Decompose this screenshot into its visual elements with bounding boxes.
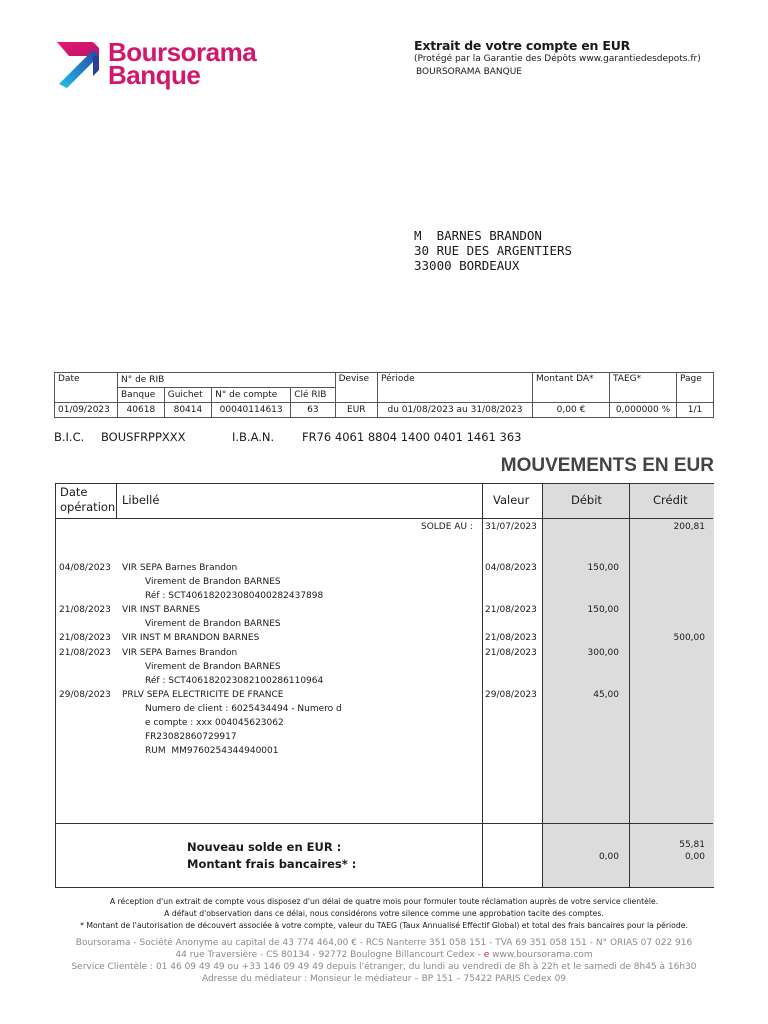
footer-company2a: 44 rue Traversière - CS 80134 - 92772 Boulogne Billancourt Cedex - (175, 950, 484, 960)
rib-header-periode: Période (378, 373, 533, 403)
iban-label: I.B.A.N. (232, 430, 275, 444)
solde-credit: 200,81 (673, 522, 705, 532)
rib-header-montant-da: Montant DA* (533, 373, 610, 403)
movement-valeur: 04/08/2023 (485, 563, 537, 573)
iban-value: FR76 4061 8804 1400 0401 1461 363 (302, 430, 522, 444)
movement-label: RUM MM9760254344940001 (145, 746, 279, 756)
nouveau-solde-credit: 55,81 (679, 840, 705, 850)
header-valeur: Valeur (493, 493, 530, 507)
movement-valeur: 21/08/2023 (485, 648, 537, 658)
statement-title: Extrait de votre compte en EUR (414, 38, 631, 53)
credit-column-bg (629, 484, 714, 887)
movement-label: FR23082860729917 (145, 732, 237, 742)
movement-debit: 150,00 (587, 563, 619, 573)
rib-table (54, 372, 714, 418)
nouveau-solde-label: Nouveau solde en EUR : (187, 840, 342, 854)
rib-header-compte: N° de compte (212, 388, 291, 403)
movement-label: Virement de Brandon BARNES (145, 577, 281, 587)
movement-debit: 300,00 (587, 648, 619, 658)
frais-label: Montant frais bancaires* : (187, 857, 357, 871)
bic-value: BOUSFRPPXXX (101, 430, 186, 444)
movement-credit: 500,00 (673, 633, 705, 643)
header-libelle: Libellé (122, 493, 160, 507)
rib-value-guichet: 80414 (164, 403, 211, 418)
solde-label: SOLDE AU : (421, 522, 473, 532)
movement-label: VIR INST BARNES (122, 605, 201, 615)
boursorama-logo-icon (53, 40, 101, 88)
rib-value-montant-da: 0,00 € (533, 403, 610, 418)
header-debit: Débit (571, 493, 602, 507)
footer-line3: * Montant de l'autorisation de découvert associée à votre compte, valeur du TAEG (Taux Annualisé Effectif Global) et total des frais bancaires pour la période. (80, 921, 688, 930)
rib-value-compte: 00040114613 (212, 403, 291, 418)
movement-valeur: 21/08/2023 (485, 633, 537, 643)
movement-label: Virement de Brandon BARNES (145, 662, 281, 672)
movement-valeur: 21/08/2023 (485, 605, 537, 615)
bic-label: B.I.C. (54, 430, 85, 444)
footer-company2 (0, 950, 768, 960)
movement-label: VIR INST M BRANDON BARNES (122, 633, 260, 643)
statement-subtitle: (Protégé par la Garantie des Dépôts www.garantiedesdepots.fr) (414, 54, 701, 64)
rib-value-banque: 40618 (118, 403, 165, 418)
movement-label: Numero de client : 6025434494 - Numero d (145, 704, 342, 714)
movement-date: 21/08/2023 (59, 605, 111, 615)
movement-label: Réf : SCT4061820230804002824378​98 (145, 591, 324, 601)
movement-date: 21/08/2023 (59, 633, 111, 643)
movement-label: e compte : xxx 004045623062 (145, 718, 284, 728)
rib-value-periode: du 01/08/2023 au 31/08/2023 (378, 403, 533, 418)
rib-header-date: Date (55, 373, 118, 403)
rib-header-page: Page (677, 373, 714, 403)
movements-title: MOUVEMENTS EN EUR (500, 455, 714, 476)
rib-header-devise: Devise (335, 373, 377, 403)
header-credit: Crédit (653, 493, 688, 507)
rib-header-rib: N° de RIB (118, 373, 336, 388)
movement-date: 29/08/2023 (59, 690, 111, 700)
frais-credit: 0,00 (684, 852, 705, 862)
rib-value-taeg: 0,000000 % (610, 403, 677, 418)
bank-name-line2: Banque (108, 60, 201, 90)
header-date-line1: Date (60, 485, 88, 499)
rib-value-devise: EUR (335, 403, 377, 418)
movement-debit: 150,00 (587, 605, 619, 615)
solde-date: 31/07/2023 (485, 522, 537, 532)
movement-valeur: 29/08/2023 (485, 690, 537, 700)
footer-line1: A réception d'un extrait de compte vous disposez d'un délai de quatre mois pour formuler toute réclamation auprès de votre service clientèle. (109, 897, 659, 906)
debit-column-bg (542, 484, 629, 887)
recipient-line3: 33000 BORDEAUX (414, 258, 520, 273)
footer-company2c: www.boursorama.com (489, 950, 593, 960)
rib-value-date: 01/09/2023 (55, 403, 118, 418)
rib-header-guichet: Guichet (164, 388, 211, 403)
movement-debit: 45,00 (593, 690, 619, 700)
rib-header-cle: Clé RIB (291, 388, 335, 403)
bank-logo (53, 40, 103, 88)
recipient-address (414, 228, 572, 273)
footer-line2: A défaut d'observation dans ce délai, nous considérons votre silence comme une approbation tacite des comptes. (164, 909, 604, 918)
rib-header-taeg: TAEG* (610, 373, 677, 403)
movement-label: VIR SEPA Barnes Brandon (122, 648, 238, 658)
footer-company4: Adresse du médiateur : Monsieur le médiateur – BP 151 – 75422 PARIS Cedex 09 (201, 974, 567, 984)
statement-bank-name: BOURSORAMA BANQUE (416, 67, 522, 77)
frais-debit: 0,00 (598, 852, 619, 862)
rib-value-cle: 63 (291, 403, 335, 418)
rib-header-banque: Banque (118, 388, 165, 403)
movement-date: 04/08/2023 (59, 563, 111, 573)
footer-company3: Service Clientèle : 01 46 09 49 49 ou +33 146 09 49 49 depuis l'étranger, du lundi au vendredi de 8h à 22h et le samedi de 8h45 à 16h30 (71, 962, 697, 972)
movement-label: VIR SEPA Barnes Brandon (122, 563, 238, 573)
footer-company1: Boursorama - Société Anonyme au capital de 43 774 464,00 € - RCS Nanterre 351 058 151 - TVA 69 351 058 151 - N° ORIAS 07 022 916 (75, 938, 693, 948)
recipient-line1: M BARNES BRANDON (414, 228, 542, 243)
movement-date: 21/08/2023 (59, 648, 111, 658)
header-date-line2: opération (60, 500, 116, 514)
header-date-operation (60, 485, 115, 515)
movement-label: PRLV SEPA ELECTRICITE DE FRANCE (122, 690, 284, 700)
movement-label: Réf : SCT406182023082100286110964 (145, 676, 324, 686)
movement-label: Virement de Brandon BARNES (145, 619, 281, 629)
bank-name-line1: Boursorama (108, 37, 257, 67)
footer-e-icon: e (483, 950, 490, 960)
rib-value-page: 1/1 (677, 403, 714, 418)
recipient-line2: 30 RUE DES ARGENTIERS (414, 243, 573, 258)
